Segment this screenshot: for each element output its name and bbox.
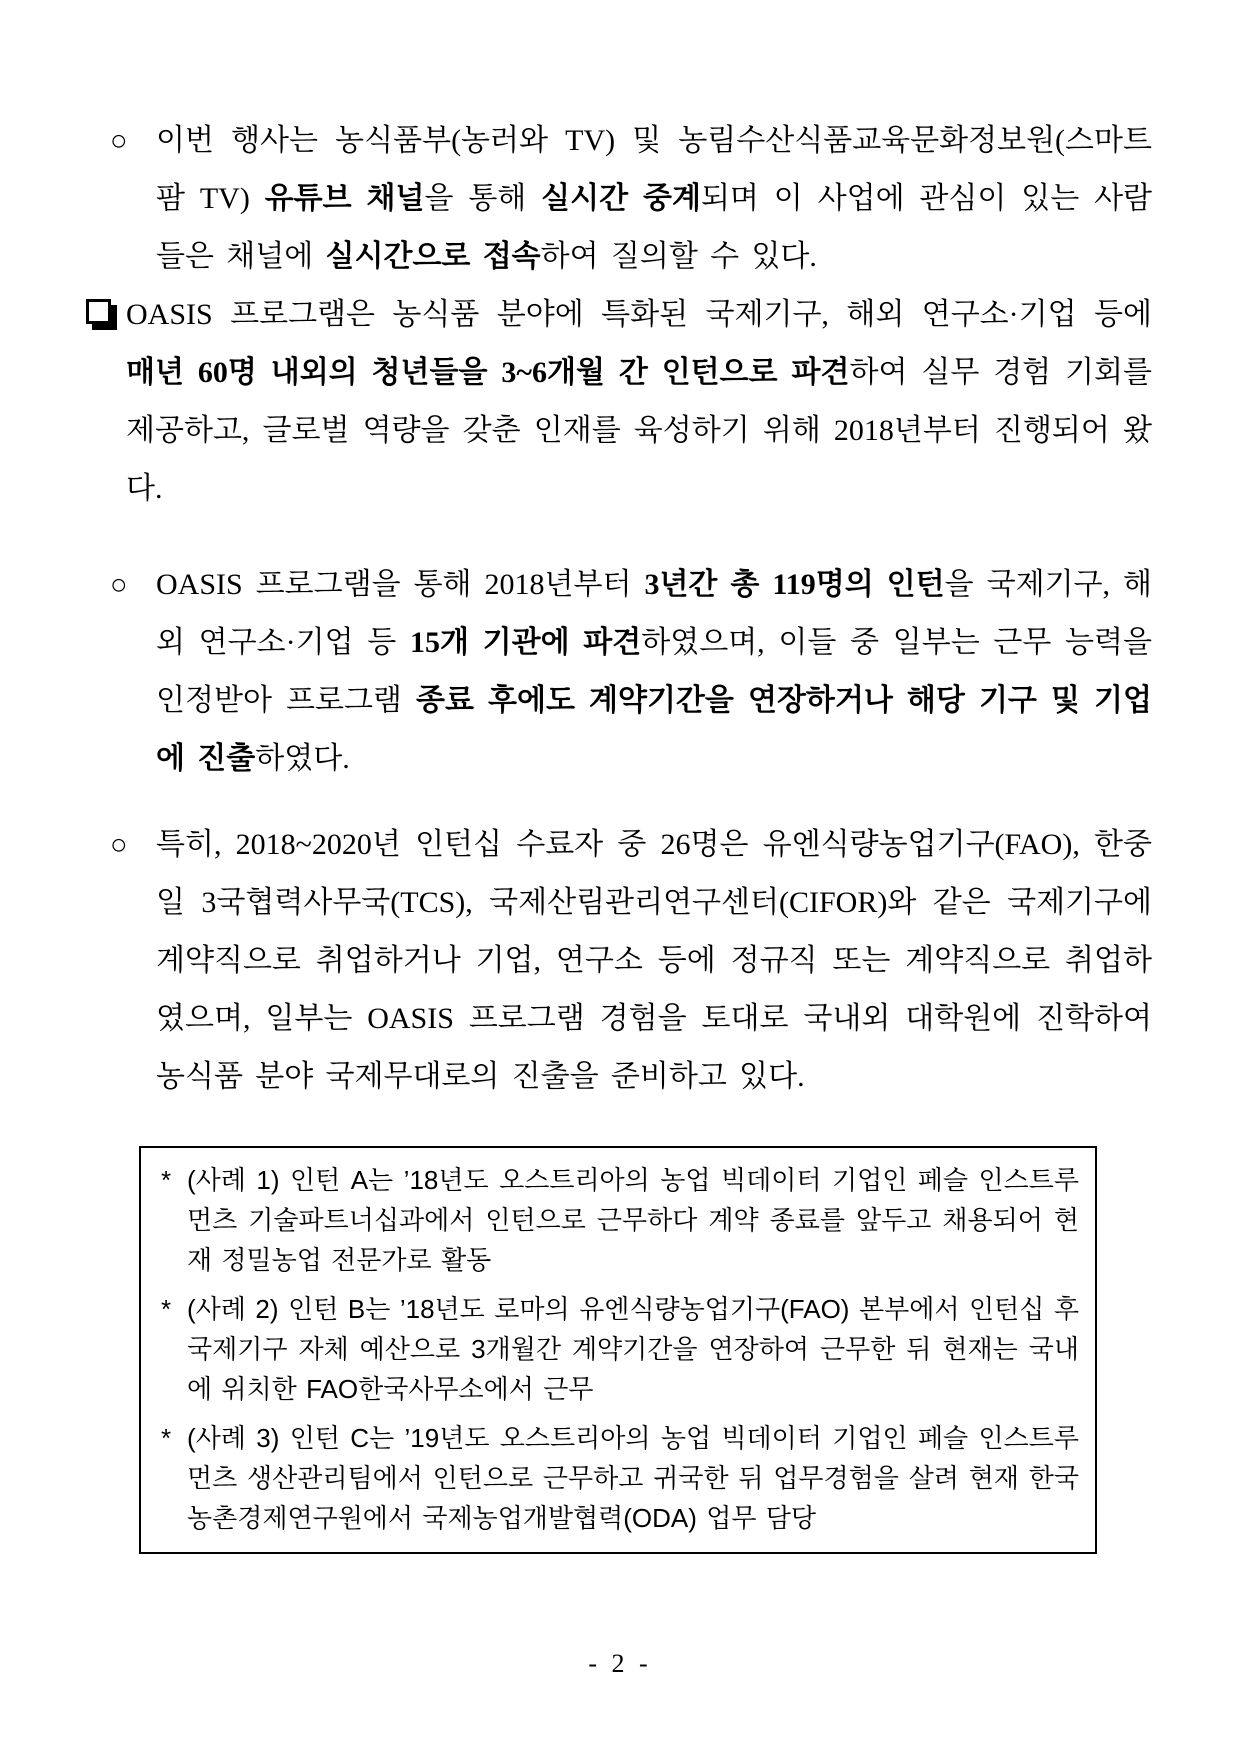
shadow-square-icon: [86, 286, 126, 344]
case-3-text: (사례 3) 인턴 C는 ’19년도 오스트리아의 농업 빅데이터 기업인 페슬 인스트루먼츠 생산관리팀에서 인턴으로 근무하고 귀국한 뒤 업무경험을 살려 현재 한국농촌경제연구원에서 국제농업개발협력(ODA) 업무 담당: [187, 1423, 1079, 1533]
case-item-1: [157, 1160, 1079, 1280]
paragraph-oasis-results-text: OASIS 프로그램을 통해 2018년부터 3년간 총 119명의 인턴을 국제기구, 해외 연구소·기업 등 15개 기관에 파견하였으며, 이들 중 일부는 근무 능력을 인정받아 프로그램 종료 후에도 계약기간을 연장하거나 해당 기구 및 기업에 진출하였다.: [156, 568, 1152, 775]
paragraph-employment-outcomes-text: 특히, 2018~2020년 인턴십 수료자 중 26명은 유엔식량농업기구(FAO), 한중일 3국협력사무국(TCS), 국제산림관리연구센터(CIFOR)와 같은 국제기구에 계약직으로 취업하거나 기업, 연구소 등에 정규직 또는 계약직으로 취업하였으며, 일부는 OASIS 프로그램 경험을 토대로 국내외 대학원에 진학하여 농식품 분야 국제무대로의 진출을 준비하고 있다.: [156, 828, 1152, 1093]
paragraph-broadcast-text: 이번 행사는 농식품부(농러와 TV) 및 농림수산식품교육문화정보원(스마트팜 TV) 유튜브 채널을 통해 실시간 중계되며 이 사업에 관심이 있는 사람들은 채널에 실시간으로 접속하여 질의할 수 있다.: [156, 124, 1153, 273]
asterisk-marker: *: [161, 1423, 172, 1453]
case-1-text: (사례 1) 인턴 A는 ’18년도 오스트리아의 농업 빅데이터 기업인 페슬 인스트루먼츠 기술파트너십과에서 인턴으로 근무하다 계약 종료를 앞두고 채용되어 현재 정밀농업 전문가로 활동: [187, 1165, 1079, 1275]
paragraph-employment-outcomes: [110, 816, 1152, 1106]
page-number: - 2 -: [588, 1649, 652, 1678]
paragraph-oasis-overview-text: OASIS 프로그램은 농식품 분야에 특화된 국제기구, 해외 연구소·기업 등에 매년 60명 내외의 청년들을 3~6개월 간 인턴으로 파견하여 실무 경험 기회를 제공하고, 글로벌 역량을 갖춘 인재를 육성하기 위해 2018년부터 진행되어 왔다.: [126, 298, 1152, 505]
paragraph-broadcast-info: [110, 112, 1152, 286]
asterisk-marker: *: [161, 1165, 172, 1195]
circle-bullet-icon: ○: [110, 125, 128, 157]
case-2-text: (사례 2) 인턴 B는 ’18년도 로마의 유엔식량농업기구(FAO) 본부에서 인턴십 후 국제기구 자체 예산으로 3개월간 계약기간을 연장하여 근무한 뒤 현재는 국내에 위치한 FAO한국사무소에서 근무: [187, 1294, 1079, 1404]
circle-bullet-icon: ○: [110, 569, 128, 601]
circle-bullet-icon: ○: [110, 829, 128, 861]
case-examples-box: [139, 1146, 1097, 1554]
paragraph-oasis-overview: [86, 286, 1152, 518]
case-item-2: [157, 1289, 1079, 1409]
asterisk-marker: *: [161, 1294, 172, 1324]
case-item-3: [157, 1418, 1079, 1538]
paragraph-oasis-results: [110, 556, 1152, 788]
